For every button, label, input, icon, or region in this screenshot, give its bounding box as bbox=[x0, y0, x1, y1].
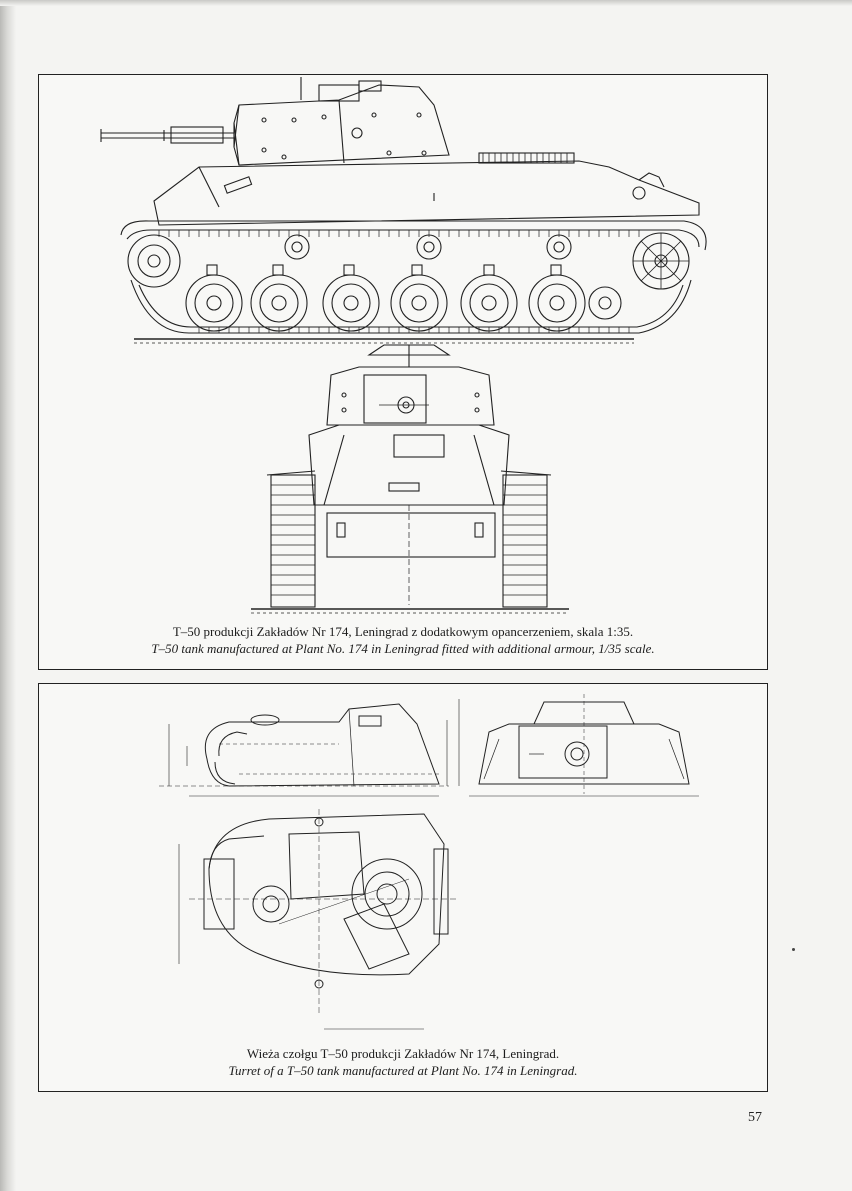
turret-front-view bbox=[469, 694, 699, 796]
page-binding-shadow bbox=[0, 0, 16, 1191]
tank-side-view bbox=[101, 77, 706, 343]
figure-2-caption-polish: Wieża czołgu T–50 produkcji Zakładów Nr 174, Leningrad. bbox=[246, 1046, 560, 1061]
figure-1-caption bbox=[39, 623, 767, 657]
figure-1-caption-polish: T–50 produkcji Zakładów Nr 174, Leningrad z dodatkowym opancerzeniem, skala 1:35. bbox=[172, 624, 634, 639]
turret-top-view bbox=[179, 809, 459, 1029]
figure-1-frame bbox=[38, 74, 768, 670]
page-number: 57 bbox=[748, 1110, 762, 1125]
tank-front-view bbox=[251, 345, 569, 613]
figure-1-caption-english: T–50 tank manufactured at Plant No. 174 in Leningrad fitted with additional armour, 1/35 scale. bbox=[151, 641, 655, 656]
speck bbox=[792, 948, 795, 951]
figure-2-frame bbox=[38, 683, 768, 1092]
turret-drawing bbox=[39, 684, 767, 1091]
page-top-shadow bbox=[0, 0, 852, 6]
tank-drawing bbox=[39, 75, 767, 669]
figure-2-caption bbox=[39, 1045, 767, 1079]
figure-2-caption-english: Turret of a T–50 tank manufactured at Plant No. 174 in Leningrad. bbox=[228, 1063, 578, 1078]
turret-side-view bbox=[159, 699, 459, 796]
